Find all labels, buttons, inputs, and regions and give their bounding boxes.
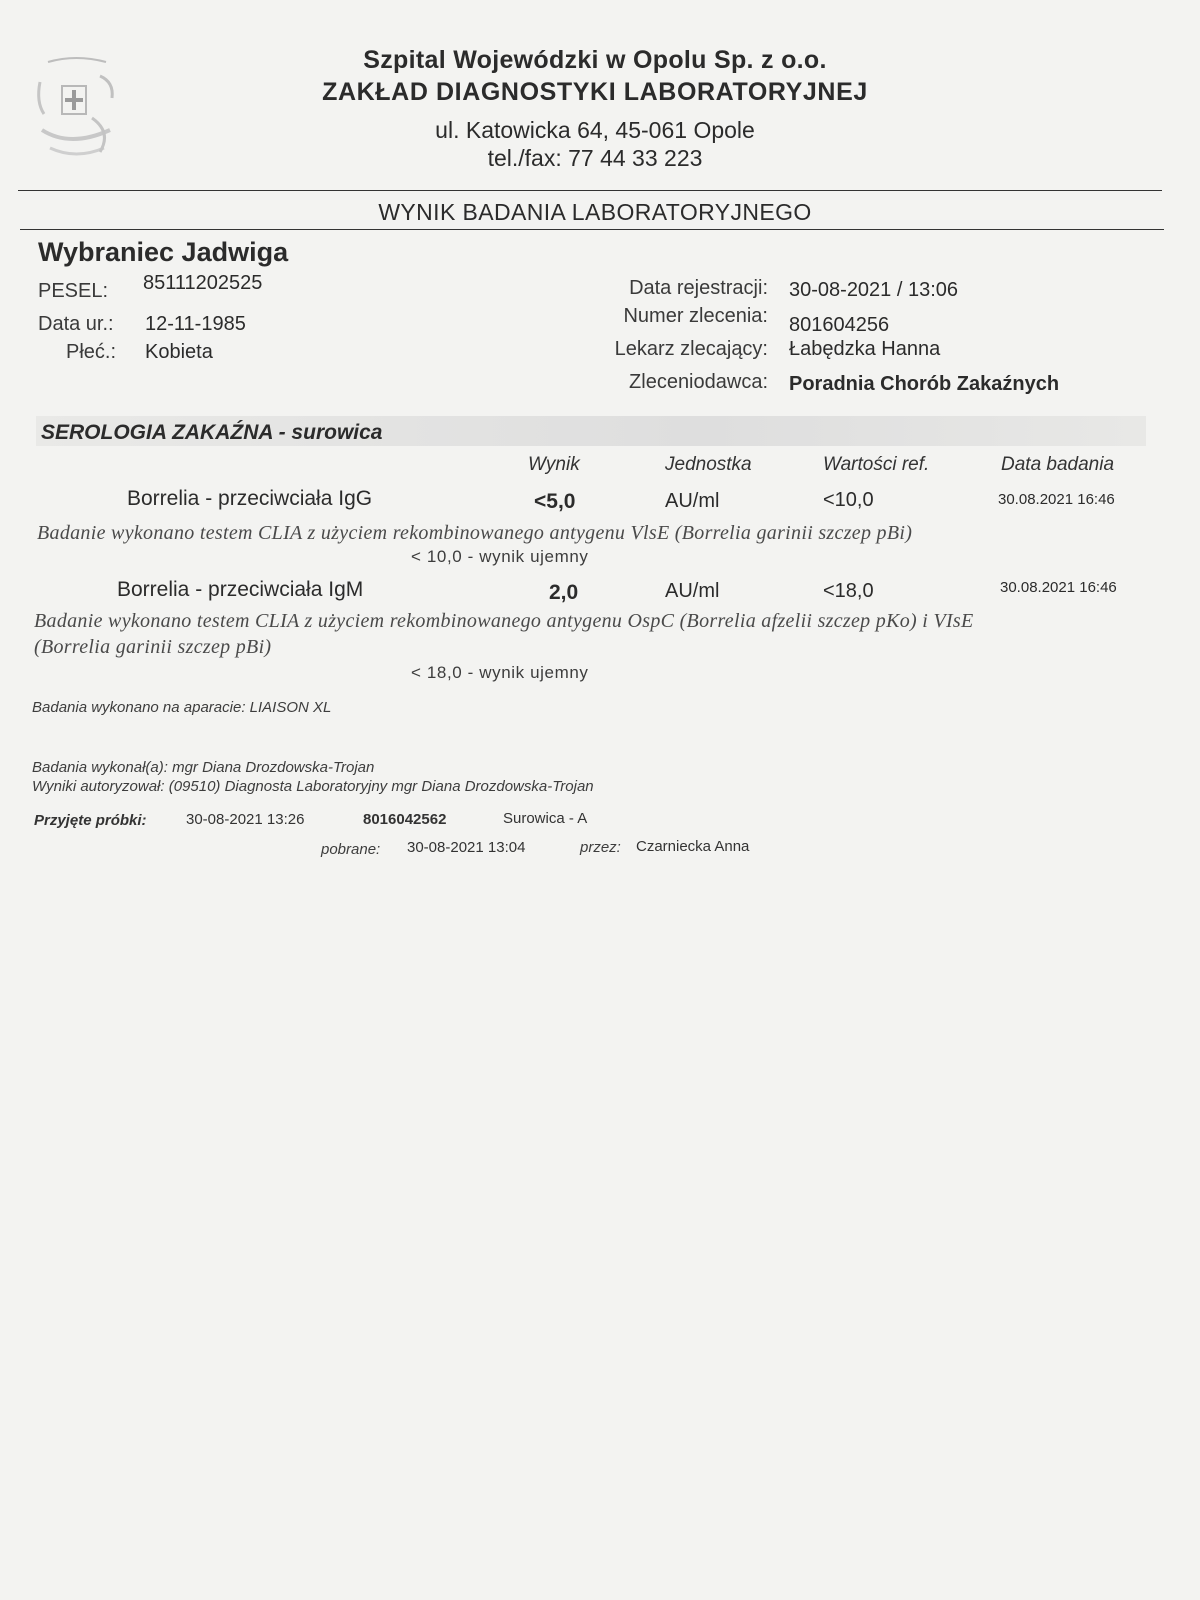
test-name: Borrelia - przeciwciała IgM — [117, 578, 364, 601]
test-method-note-continued: (Borrelia garinii szczep pBi) — [34, 636, 272, 658]
dob-value: 12-11-1985 — [145, 313, 246, 335]
apparatus-note: Badania wykonano na aparacie: LIAISON XL — [32, 699, 332, 716]
collected-value: 30-08-2021 13:04 — [407, 839, 526, 856]
received-label: Przyjęte próbki: — [34, 812, 147, 829]
registration-date-label: Data rejestracji: — [629, 277, 768, 299]
sex-value: Kobieta — [145, 341, 213, 363]
test-method-note: Badanie wykonano testem CLIA z użyciem rekombinowanego antygenu VlsE (Borrelia garinii szczep pBi) — [37, 522, 913, 544]
column-header-result: Wynik — [528, 454, 580, 475]
test-date: 30.08.2021 16:46 — [998, 491, 1115, 508]
collected-by-label: przez: — [580, 839, 621, 856]
sex-label: Płeć.: — [66, 341, 117, 363]
test-reference: <10,0 — [823, 489, 874, 511]
section-title: SEROLOGIA ZAKAŹNA - surowica — [41, 421, 383, 444]
test-interpretation: < 18,0 - wynik ujemny — [411, 663, 589, 682]
sample-type: Surowica - A — [503, 810, 588, 827]
client-label: Zleceniodawca: — [629, 371, 768, 393]
column-header-unit: Jednostka — [665, 454, 752, 475]
department-name: ZAKŁAD DIAGNOSTYKI LABORATORYJNEJ — [322, 78, 868, 106]
dob-label: Data ur.: — [38, 313, 114, 335]
test-result: <5,0 — [534, 490, 576, 513]
performed-by: Badania wykonał(a): mgr Diana Drozdowska-Trojan — [32, 759, 375, 776]
test-unit: AU/ml — [665, 580, 720, 602]
document-title: WYNIK BADANIA LABORATORYJNEGO — [378, 199, 812, 225]
header-divider-top — [18, 190, 1162, 191]
hospital-address: ul. Katowicka 64, 45-061 Opole — [435, 117, 755, 143]
test-result: 2,0 — [549, 581, 579, 604]
column-header-reference: Wartości ref. — [823, 454, 930, 475]
collected-by-value: Czarniecka Anna — [636, 838, 750, 855]
hospital-phone: tel./fax: 77 44 33 223 — [487, 145, 703, 171]
registration-date-value: 30-08-2021 / 13:06 — [789, 279, 959, 301]
header-divider-bottom — [20, 229, 1164, 230]
test-name: Borrelia - przeciwciała IgG — [127, 487, 373, 510]
pesel-label: PESEL: — [38, 280, 109, 302]
collected-label: pobrane: — [321, 841, 381, 858]
test-reference: <18,0 — [823, 580, 874, 602]
order-number-label: Numer zlecenia: — [623, 305, 768, 327]
authorized-by: Wyniki autoryzował: (09510) Diagnosta Laboratoryjny mgr Diana Drozdowska-Trojan — [32, 778, 594, 795]
ordering-doctor-value: Łabędzka Hanna — [789, 338, 941, 360]
test-date: 30.08.2021 16:46 — [1000, 579, 1117, 596]
column-header-test-date: Data badania — [1001, 454, 1115, 475]
ordering-doctor-label: Lekarz zlecający: — [614, 338, 768, 360]
test-unit: AU/ml — [665, 490, 720, 512]
sample-id: 8016042562 — [363, 811, 447, 828]
test-interpretation: < 10,0 - wynik ujemny — [411, 547, 589, 566]
order-number-value: 801604256 — [789, 314, 890, 336]
hospital-name: Szpital Wojewódzki w Opolu Sp. z o.o. — [363, 46, 827, 74]
pesel-value: 85111202525 — [143, 272, 263, 294]
received-value: 30-08-2021 13:26 — [186, 811, 305, 828]
client-value: Poradnia Chorób Zakaźnych — [789, 373, 1060, 395]
test-method-note: Badanie wykonano testem CLIA z użyciem rekombinowanego antygenu OspC (Borrelia afzelii szczep pKo) i VIsE — [34, 610, 974, 632]
patient-name: Wybraniec Jadwiga — [38, 237, 289, 267]
